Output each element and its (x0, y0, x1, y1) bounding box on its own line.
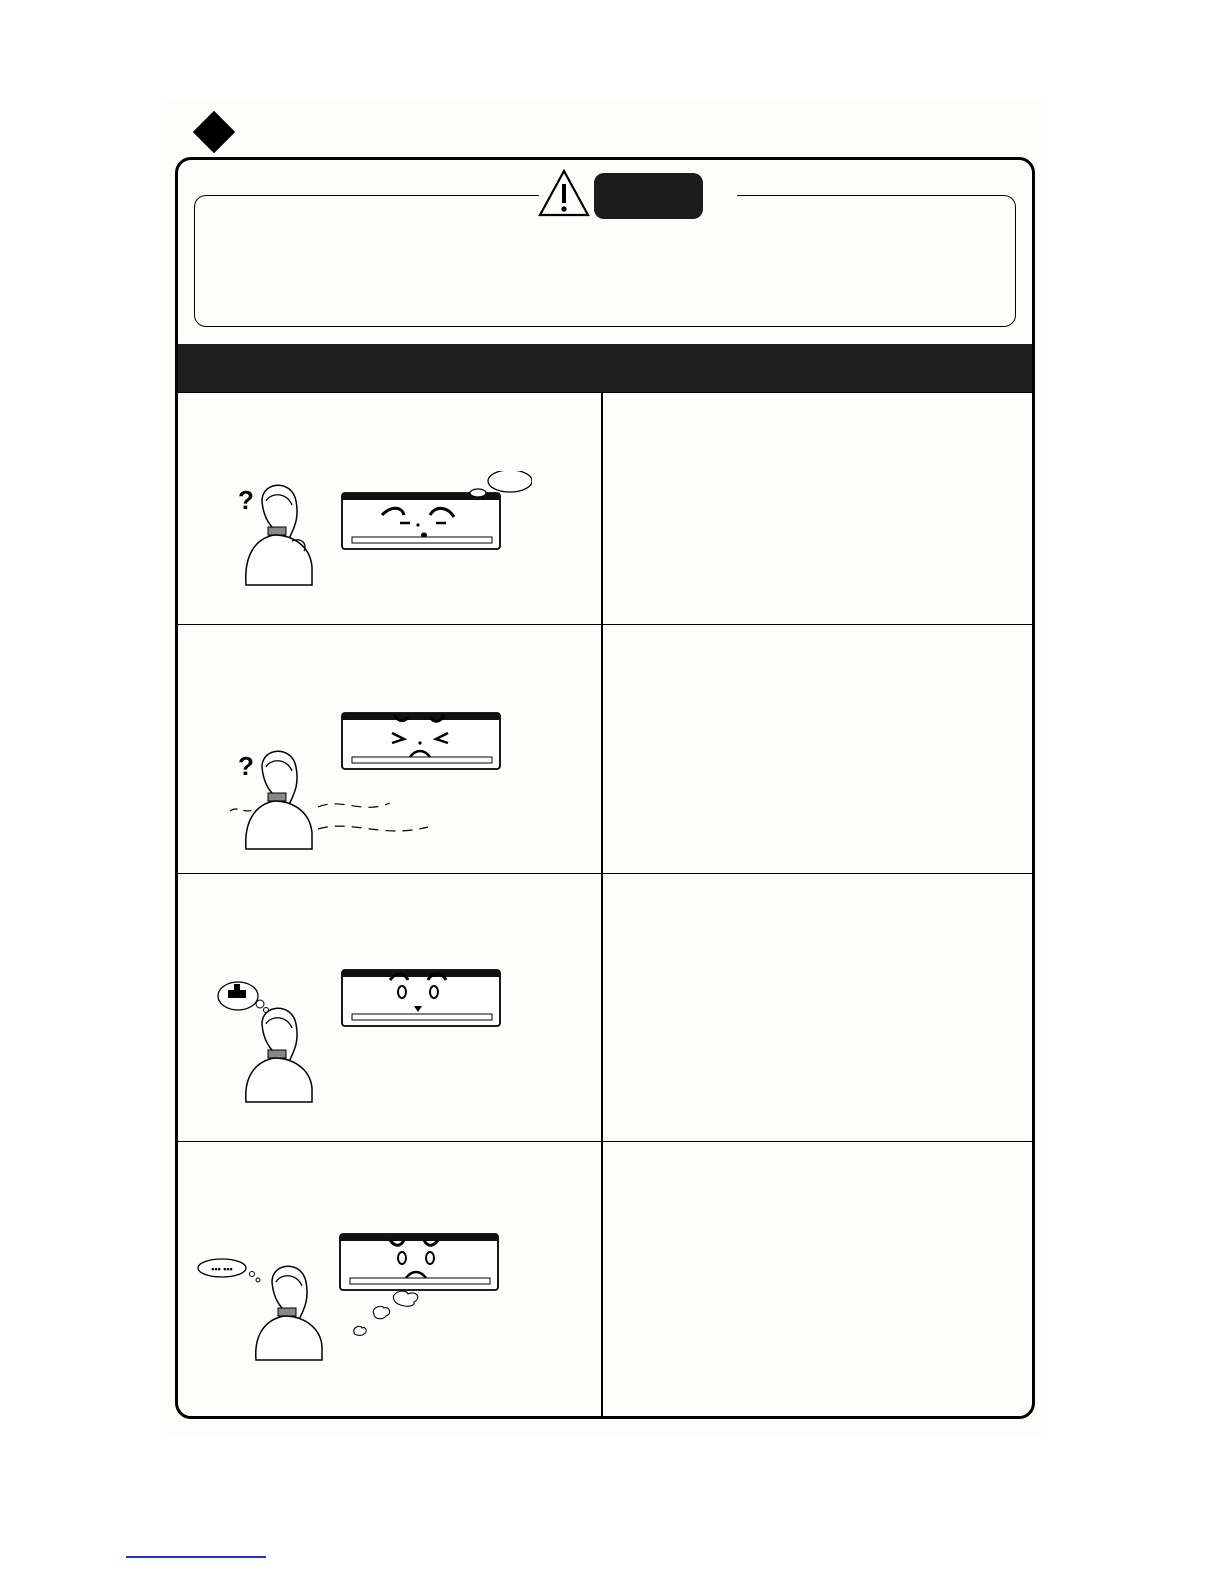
woman-mist-thought-illustration (194, 1232, 534, 1362)
woman-faucet-thought-illustration (214, 968, 534, 1103)
table-row (178, 624, 1032, 873)
table-row (178, 873, 1032, 1141)
column-header-explanation (622, 344, 1002, 392)
thought-bubble-text: ••• ••• (211, 1264, 233, 1274)
table-header (178, 344, 1032, 392)
footer-link-underline[interactable] (126, 1556, 266, 1558)
table-row (178, 1141, 1032, 1419)
svg-text:?: ? (238, 751, 254, 781)
troubleshooting-frame (175, 157, 1035, 1419)
woman-question-ac-illustration (222, 471, 532, 589)
svg-text:?: ? (238, 485, 254, 515)
table-row (178, 392, 1032, 624)
woman-airflow-illustration (222, 711, 532, 851)
column-header-symptom (198, 344, 578, 392)
warning-triangle-icon (538, 168, 590, 218)
notice-badge (594, 173, 703, 219)
